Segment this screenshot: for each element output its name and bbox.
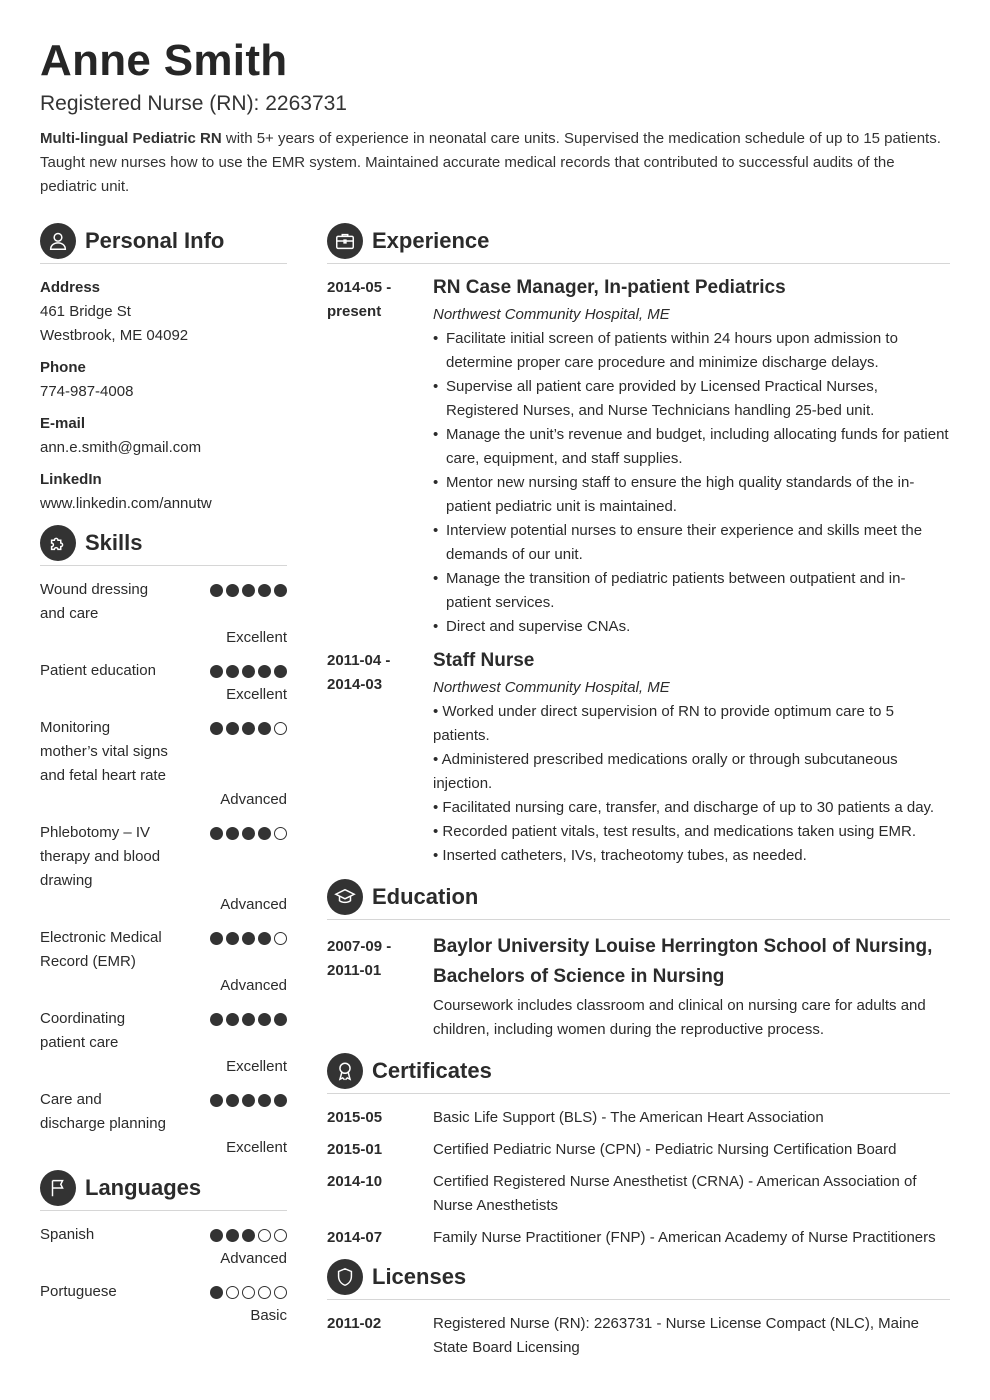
rating-dots [210,1007,287,1055]
personal-info-value: ann.e.smith@gmail.com [40,439,202,456]
award-icon [327,1053,363,1089]
left-column [40,222,287,1337]
skill-row [40,1223,287,1247]
skill-item [40,659,287,707]
education-body [433,932,950,1042]
experience-date [327,276,433,639]
education-date [327,932,433,1042]
certificate-text: Basic Life Support (BLS) - The American Heart Association [433,1109,824,1126]
skill-item [40,716,287,812]
personal-info-value: 774-987-4008 [40,383,134,400]
personal-info-list [40,276,287,516]
resume-header [40,36,950,199]
rating-dot-filled [242,1094,255,1107]
rating-dot-filled [242,932,255,945]
rating-dot-filled [258,1013,271,1026]
skill-item [40,821,287,917]
rating-dot-filled [258,827,271,840]
license-date: 2011-02 [327,1315,382,1332]
skill-item [40,1088,287,1160]
summary-highlight: Multi-lingual Pediatric RN [40,130,222,147]
rating-dot-filled [242,1229,255,1242]
certificate-date: 2014-07 [327,1229,383,1246]
rating-dot-filled [226,932,239,945]
certificate-date: 2015-05 [327,1109,383,1126]
job-title: Staff Nurse [433,650,535,671]
personal-info-label: LinkedIn [40,471,102,488]
skill-item [40,1007,287,1079]
skill-row [40,716,287,788]
rating-dot-filled [242,665,255,678]
rating-dot-filled [226,722,239,735]
certificate [327,1106,950,1130]
rating-dot-filled [242,722,255,735]
skill-level: Excellent [226,1139,287,1156]
skill-level: Basic [250,1307,287,1324]
section-title: Personal Info [85,227,225,253]
rating-dot-empty [274,1229,287,1242]
date-end: present [327,303,382,320]
rating-dot-filled [226,584,239,597]
experience-body [433,276,950,639]
certificate [327,1138,950,1162]
skill-name: Wound dressing and care [40,581,149,622]
skill-level: Advanced [220,896,287,913]
licenses-list [327,1312,950,1360]
personal-info-value: 461 Bridge St [40,303,131,320]
skill-row [40,1088,287,1136]
rating-dot-filled [242,1013,255,1026]
experience-date [327,649,433,868]
date-start: 2011-04 - [327,652,391,669]
personal-info-item [40,412,287,460]
skill-name: Phlebotomy – IV therapy and blood drawing [40,824,161,889]
certificates-list [327,1106,950,1250]
rating-dot-filled [226,1094,239,1107]
certificate-date: 2015-01 [327,1141,383,1158]
rating-dot-empty [274,827,287,840]
personal-info-heading [40,222,287,264]
skill-name: Care and discharge planning [40,1091,166,1132]
skill-level: Excellent [226,1058,287,1075]
degree-title: Baylor University Louise Herrington School of Nursing, Bachelors of Science in Nursing [433,936,933,987]
skill-row [40,821,287,893]
rating-dots [210,716,287,788]
skill-name: Patient education [40,662,156,679]
responsibility-item: • Facilitated nursing care, transfer, and discharge of up to 30 patients a day. [433,799,935,816]
degree-description: Coursework includes classroom and clinical on nursing care for adults and children, including women during the reproductive process. [433,997,926,1038]
personal-info-label: Address [40,279,101,296]
certificate [327,1226,950,1250]
rating-dot-empty [274,932,287,945]
rating-dot-filled [274,665,287,678]
skill-row [40,1280,287,1304]
experience-list [327,276,950,868]
language-item [40,1223,287,1271]
rating-dots [210,1223,287,1247]
experience-heading [327,222,950,264]
rating-dot-filled [226,665,239,678]
employer: Northwest Community Hospital, ME [433,679,670,696]
rating-dot-empty [242,1286,255,1299]
briefcase-icon [327,223,363,259]
section-title: Languages [85,1174,202,1200]
section-title: Experience [372,227,490,253]
date-end: 2014-03 [327,676,383,693]
rating-dot-filled [226,1013,239,1026]
personal-info-value: www.linkedin.com/annutw [40,495,212,512]
certificate-text: Certified Pediatric Nurse (CPN) - Pediatric Nursing Certification Board [433,1141,897,1158]
skill-name: Monitoring mother’s vital signs and fetal heart rate [40,719,168,784]
language-name: Spanish [40,1226,95,1243]
experience-body [433,649,950,868]
skill-item [40,578,287,650]
puzzle-icon [40,525,76,561]
rating-dot-filled [210,1286,223,1299]
job-title: RN Case Manager, In-patient Pediatrics [433,277,786,298]
rating-dot-filled [226,1229,239,1242]
responsibility-item: • Interview potential nurses to ensure their experience and skills meet the demands of our unit. [433,519,950,567]
skill-name: Coordinating patient care [40,1010,126,1051]
experience-entry [327,649,950,868]
responsibility-item: • Manage the transition of pediatric patients between outpatient and in-patient services. [433,567,950,615]
rating-dots [210,578,287,626]
certificates-heading [327,1052,950,1094]
personal-info-item [40,468,287,516]
skill-name: Electronic Medical Record (EMR) [40,929,162,970]
rating-dot-filled [274,1094,287,1107]
responsibility-item: • Administered prescribed medications orally or through subcutaneous injection. [433,751,898,792]
rating-dot-filled [258,584,271,597]
certificate [327,1170,950,1218]
rating-dot-filled [242,584,255,597]
responsibility-item: • Direct and supervise CNAs. [433,615,950,639]
responsibility-item: • Inserted catheters, IVs, tracheotomy tubes, as needed. [433,847,807,864]
rating-dot-filled [210,827,223,840]
skill-row [40,659,287,683]
rating-dots [210,1280,287,1304]
personal-info-label: E-mail [40,415,86,432]
candidate-title: Registered Nurse (RN): 2263731 [40,92,347,115]
rating-dot-empty [274,722,287,735]
rating-dot-filled [258,932,271,945]
skill-level: Advanced [220,977,287,994]
right-column [327,222,950,1368]
licenses-heading [327,1258,950,1300]
personal-info-value: Westbrook, ME 04092 [40,327,189,344]
rating-dots [210,1088,287,1136]
rating-dot-filled [210,665,223,678]
summary [40,127,950,199]
language-item [40,1280,287,1328]
date-start: 2007-09 - [327,938,392,955]
employer: Northwest Community Hospital, ME [433,306,670,323]
education-heading [327,878,950,920]
rating-dots [210,659,287,683]
section-title: Licenses [372,1263,467,1289]
rating-dot-filled [210,1013,223,1026]
skill-level: Advanced [220,791,287,808]
rating-dot-filled [242,827,255,840]
skill-level: Advanced [220,1250,287,1267]
certificate-date: 2014-10 [327,1173,383,1190]
rating-dot-filled [210,584,223,597]
education-list [327,932,950,1042]
rating-dot-filled [258,1094,271,1107]
license-text: Registered Nurse (RN): 2263731 - Nurse License Compact (NLC), Maine State Board Licensing [433,1315,920,1356]
date-start: 2014-05 - [327,279,392,296]
rating-dot-empty [258,1229,271,1242]
candidate-name: Anne Smith [40,36,288,85]
responsibility-item: • Worked under direct supervision of RN to provide optimum care to 5 patients. [433,703,895,744]
rating-dot-filled [210,1094,223,1107]
experience-entry [327,276,950,639]
rating-dots [210,926,287,974]
skill-level: Excellent [226,629,287,646]
skill-row [40,926,287,974]
education-entry [327,932,950,1042]
shield-icon [327,1259,363,1295]
personal-info-item [40,356,287,404]
graduation-cap-icon [327,879,363,915]
rating-dot-filled [258,722,271,735]
personal-info-item [40,276,287,348]
flag-icon [40,1170,76,1206]
person-icon [40,223,76,259]
summary-text: with 5+ years of experience in neonatal care units. Supervised the medication schedule of up to 15 patients. Taught new nurses how to use the EMR system. Maintained accurate medical records that contributed to successful audits of the pediatric unit. [40,130,941,195]
rating-dots [210,821,287,893]
rating-dot-filled [274,584,287,597]
responsibility-item: • Manage the unit’s revenue and budget, including allocating funds for patient care, equipment, and staff supplies. [433,423,950,471]
responsibilities-list [433,327,950,639]
language-name: Portuguese [40,1283,117,1300]
rating-dot-empty [258,1286,271,1299]
skill-level: Excellent [226,686,287,703]
rating-dot-filled [210,1229,223,1242]
skill-row [40,1007,287,1055]
responsibility-item: • Facilitate initial screen of patients within 24 hours upon admission to determine proper care procedure and minimize discharge delays. [433,327,950,375]
skills-heading [40,524,287,566]
section-title: Certificates [372,1057,492,1083]
responsibility-item: • Mentor new nursing staff to ensure the high quality standards of the in-patient pediatric unit is maintained. [433,471,950,519]
rating-dot-empty [274,1286,287,1299]
responsibilities-list [433,700,950,868]
languages-list [40,1223,287,1328]
section-title: Skills [85,529,143,555]
rating-dot-filled [210,932,223,945]
rating-dot-filled [226,827,239,840]
skill-row [40,578,287,626]
license [327,1312,950,1360]
languages-heading [40,1169,287,1211]
certificate-text: Certified Registered Nurse Anesthetist (CRNA) - American Association of Nurse Anesthetists [433,1173,917,1214]
section-title: Education [372,883,479,909]
date-end: 2011-01 [327,962,382,979]
personal-info-label: Phone [40,359,86,376]
responsibility-item: • Recorded patient vitals, test results, and medications taken using EMR. [433,823,916,840]
skill-item [40,926,287,998]
responsibility-item: • Supervise all patient care provided by Licensed Practical Nurses, Registered Nurses, and Nurse Technicians handling 25-bed unit. [433,375,950,423]
rating-dot-filled [258,665,271,678]
rating-dot-filled [274,1013,287,1026]
rating-dot-filled [210,722,223,735]
skills-list [40,578,287,1160]
certificate-text: Family Nurse Practitioner (FNP) - American Academy of Nurse Practitioners [433,1229,936,1246]
rating-dot-empty [226,1286,239,1299]
